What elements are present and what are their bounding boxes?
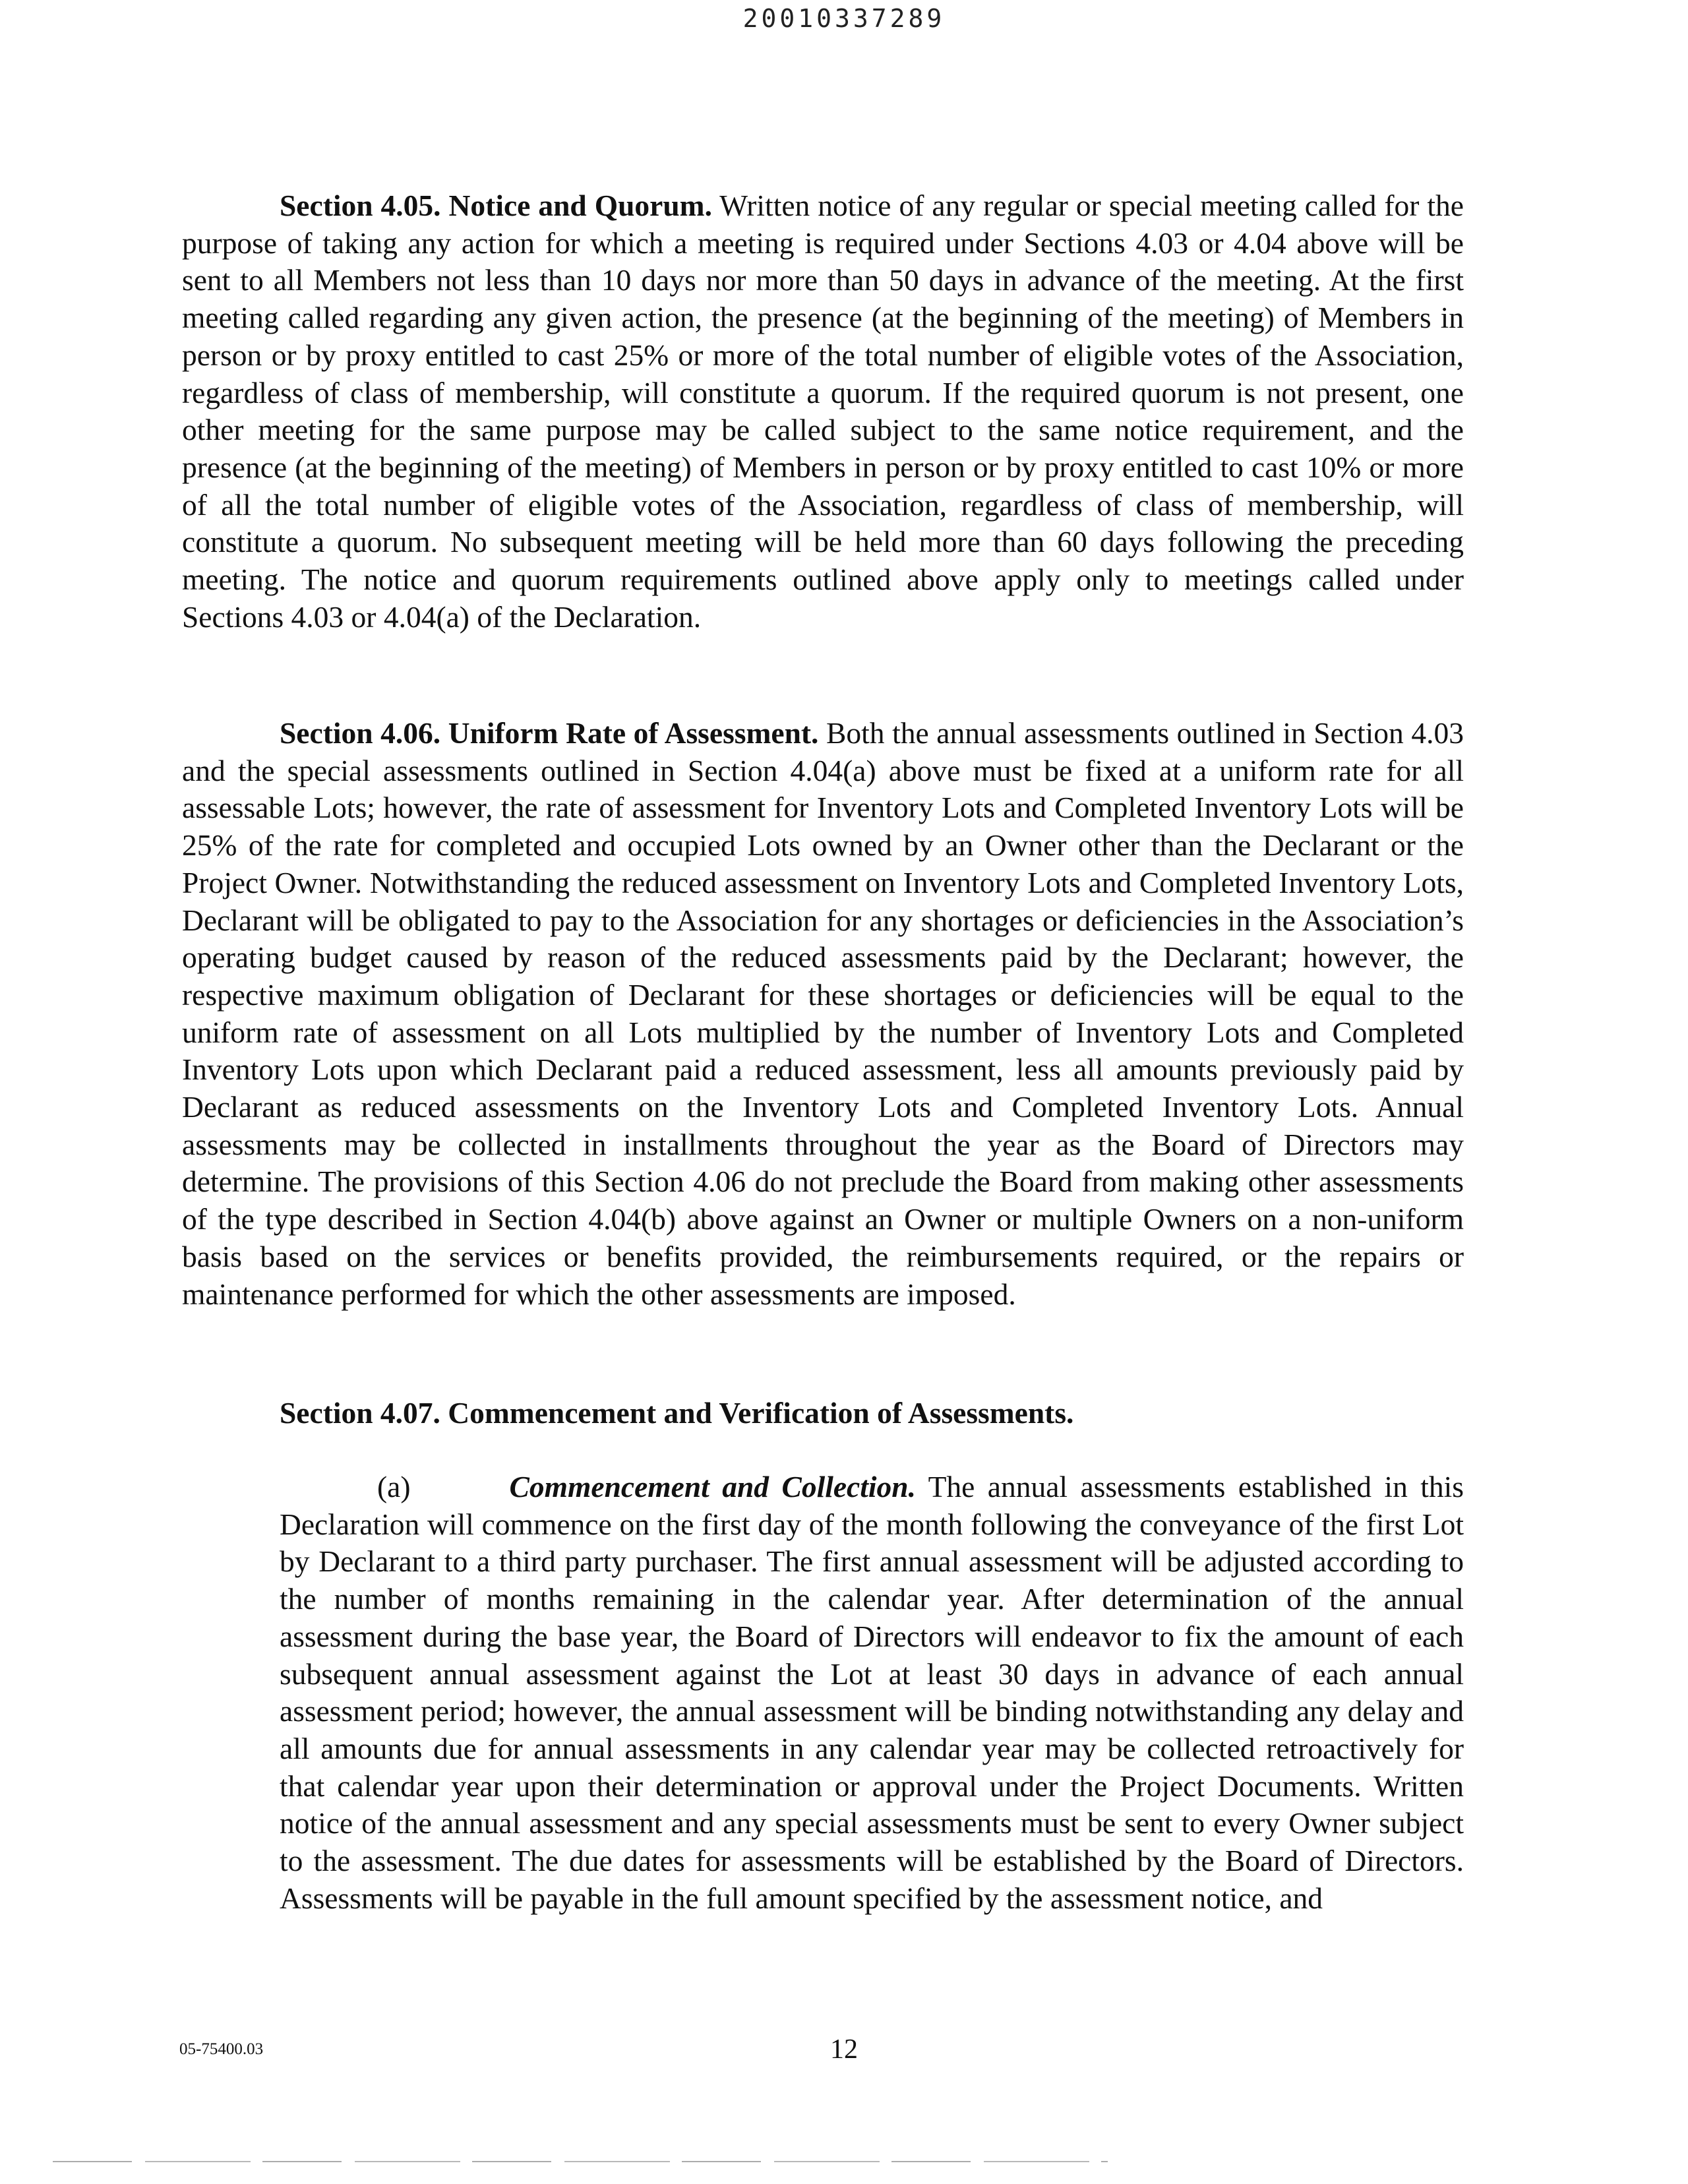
scan-artifact-line [53,2161,1108,2162]
section-4-07-heading: Section 4.07. Commencement and Verification of Assessments. [280,1396,1074,1430]
section-4-06-text: Both the annual assessments outlined in Section 4.03 and the special assessments outlined in Section 4.04(a) above must be fixed at a uniform rate for all assessable Lots; however, the rate of assessment for Inventory Lots and Completed Inventory Lots will be 25% of the rate for completed and occupied Lots owned by an Owner other than the Declarant or the Project Owner. Notwithstanding the reduced assessment on Inventory Lots and Completed Inventory Lots, Declarant will be obligated to pay to the Association for any shortages or deficiencies in the Association’s operating budget caused by reason of the reduced assessments paid by the Declarant; however, the respective maximum obligation of Declarant for these shortages or deficiencies will be equal to the uniform rate of assessment on all Lots multiplied by the number of Inventory Lots and Completed Inventory Lots upon which Declarant paid a reduced assessment, less all amounts previously paid by Declarant as reduced assessments on the Inventory Lots and Completed Inventory Lots. Annual assessments may be collected in installments throughout the year as the Board of Directors may determine. The provisions of this Section 4.06 do not preclude the Board from making other assessments of the type described in Section 4.04(b) above against an Owner or multiple Owners on a non-uniform basis based on the services or benefits provided, the reimbursements required, or the repairs or maintenance performed for which the other assessments are imposed. [182,716,1464,1311]
page-number: 12 [830,2034,858,2065]
subsection-marker: (a) [377,1470,411,1503]
subsection-text: The annual assessments established in this Declaration will commence on the first day of the month following the conveyance of the first Lot by Declarant to a third party purchaser. The first annual assessment will be adjusted according to the number of months remaining in the calendar year. After determination of the annual assessment during the base year, the Board of Directors will endeavor to fix the amount of each subsequent annual assessment against the Lot at least 30 days in advance of each annual assessment period; however, the annual assessment will be binding notwithstanding any delay and all amounts due for annual assessments in any calendar year may be collected retroactively for that calendar year upon their determination or approval under the Project Documents. Written notice of the annual assessment and any special assessments must be sent to every Owner subject to the assessment. The due dates for assessments will be established by the Board of Directors. Assessments will be payable in the full amount specified by the assessment notice, and [280,1470,1464,1915]
section-4-06-heading: Section 4.06. Uniform Rate of Assessment. [280,716,819,750]
subsection-title: Commencement and Collection. [509,1470,916,1503]
document-id: 20010337289 [742,4,946,33]
footer-doc-code: 05-75400.03 [179,2040,264,2058]
section-4-05-paragraph [182,187,1464,636]
section-4-05-heading: Section 4.05. Notice and Quorum. [280,189,712,222]
section-4-06-paragraph [182,715,1464,1313]
section-4-05-text: Written notice of any regular or special meeting called for the purpose of taking any action for which a meeting is required under Sections 4.03 or 4.04 above will be sent to all Members not less than 10 days nor more than 50 days in advance of the meeting. At the first meeting called regarding any given action, the presence (at the beginning of the meeting) of Members in person or by proxy entitled to cast 25% or more of the total number of eligible votes of the Association, regardless of class of membership, will constitute a quorum. If the required quorum is not present, one other meeting for the same purpose may be called subject to the same notice requirement, and the presence (at the beginning of the meeting) of Members in person or by proxy entitled to cast 10% or more of all the total number of eligible votes of the Association, regardless of class of membership, will constitute a quorum. No subsequent meeting will be held more than 60 days following the preceding meeting. The notice and quorum requirements outlined above apply only to meetings called under Sections 4.03 or 4.04(a) of the Declaration. [182,189,1464,634]
section-4-07-a-paragraph [280,1469,1464,1917]
